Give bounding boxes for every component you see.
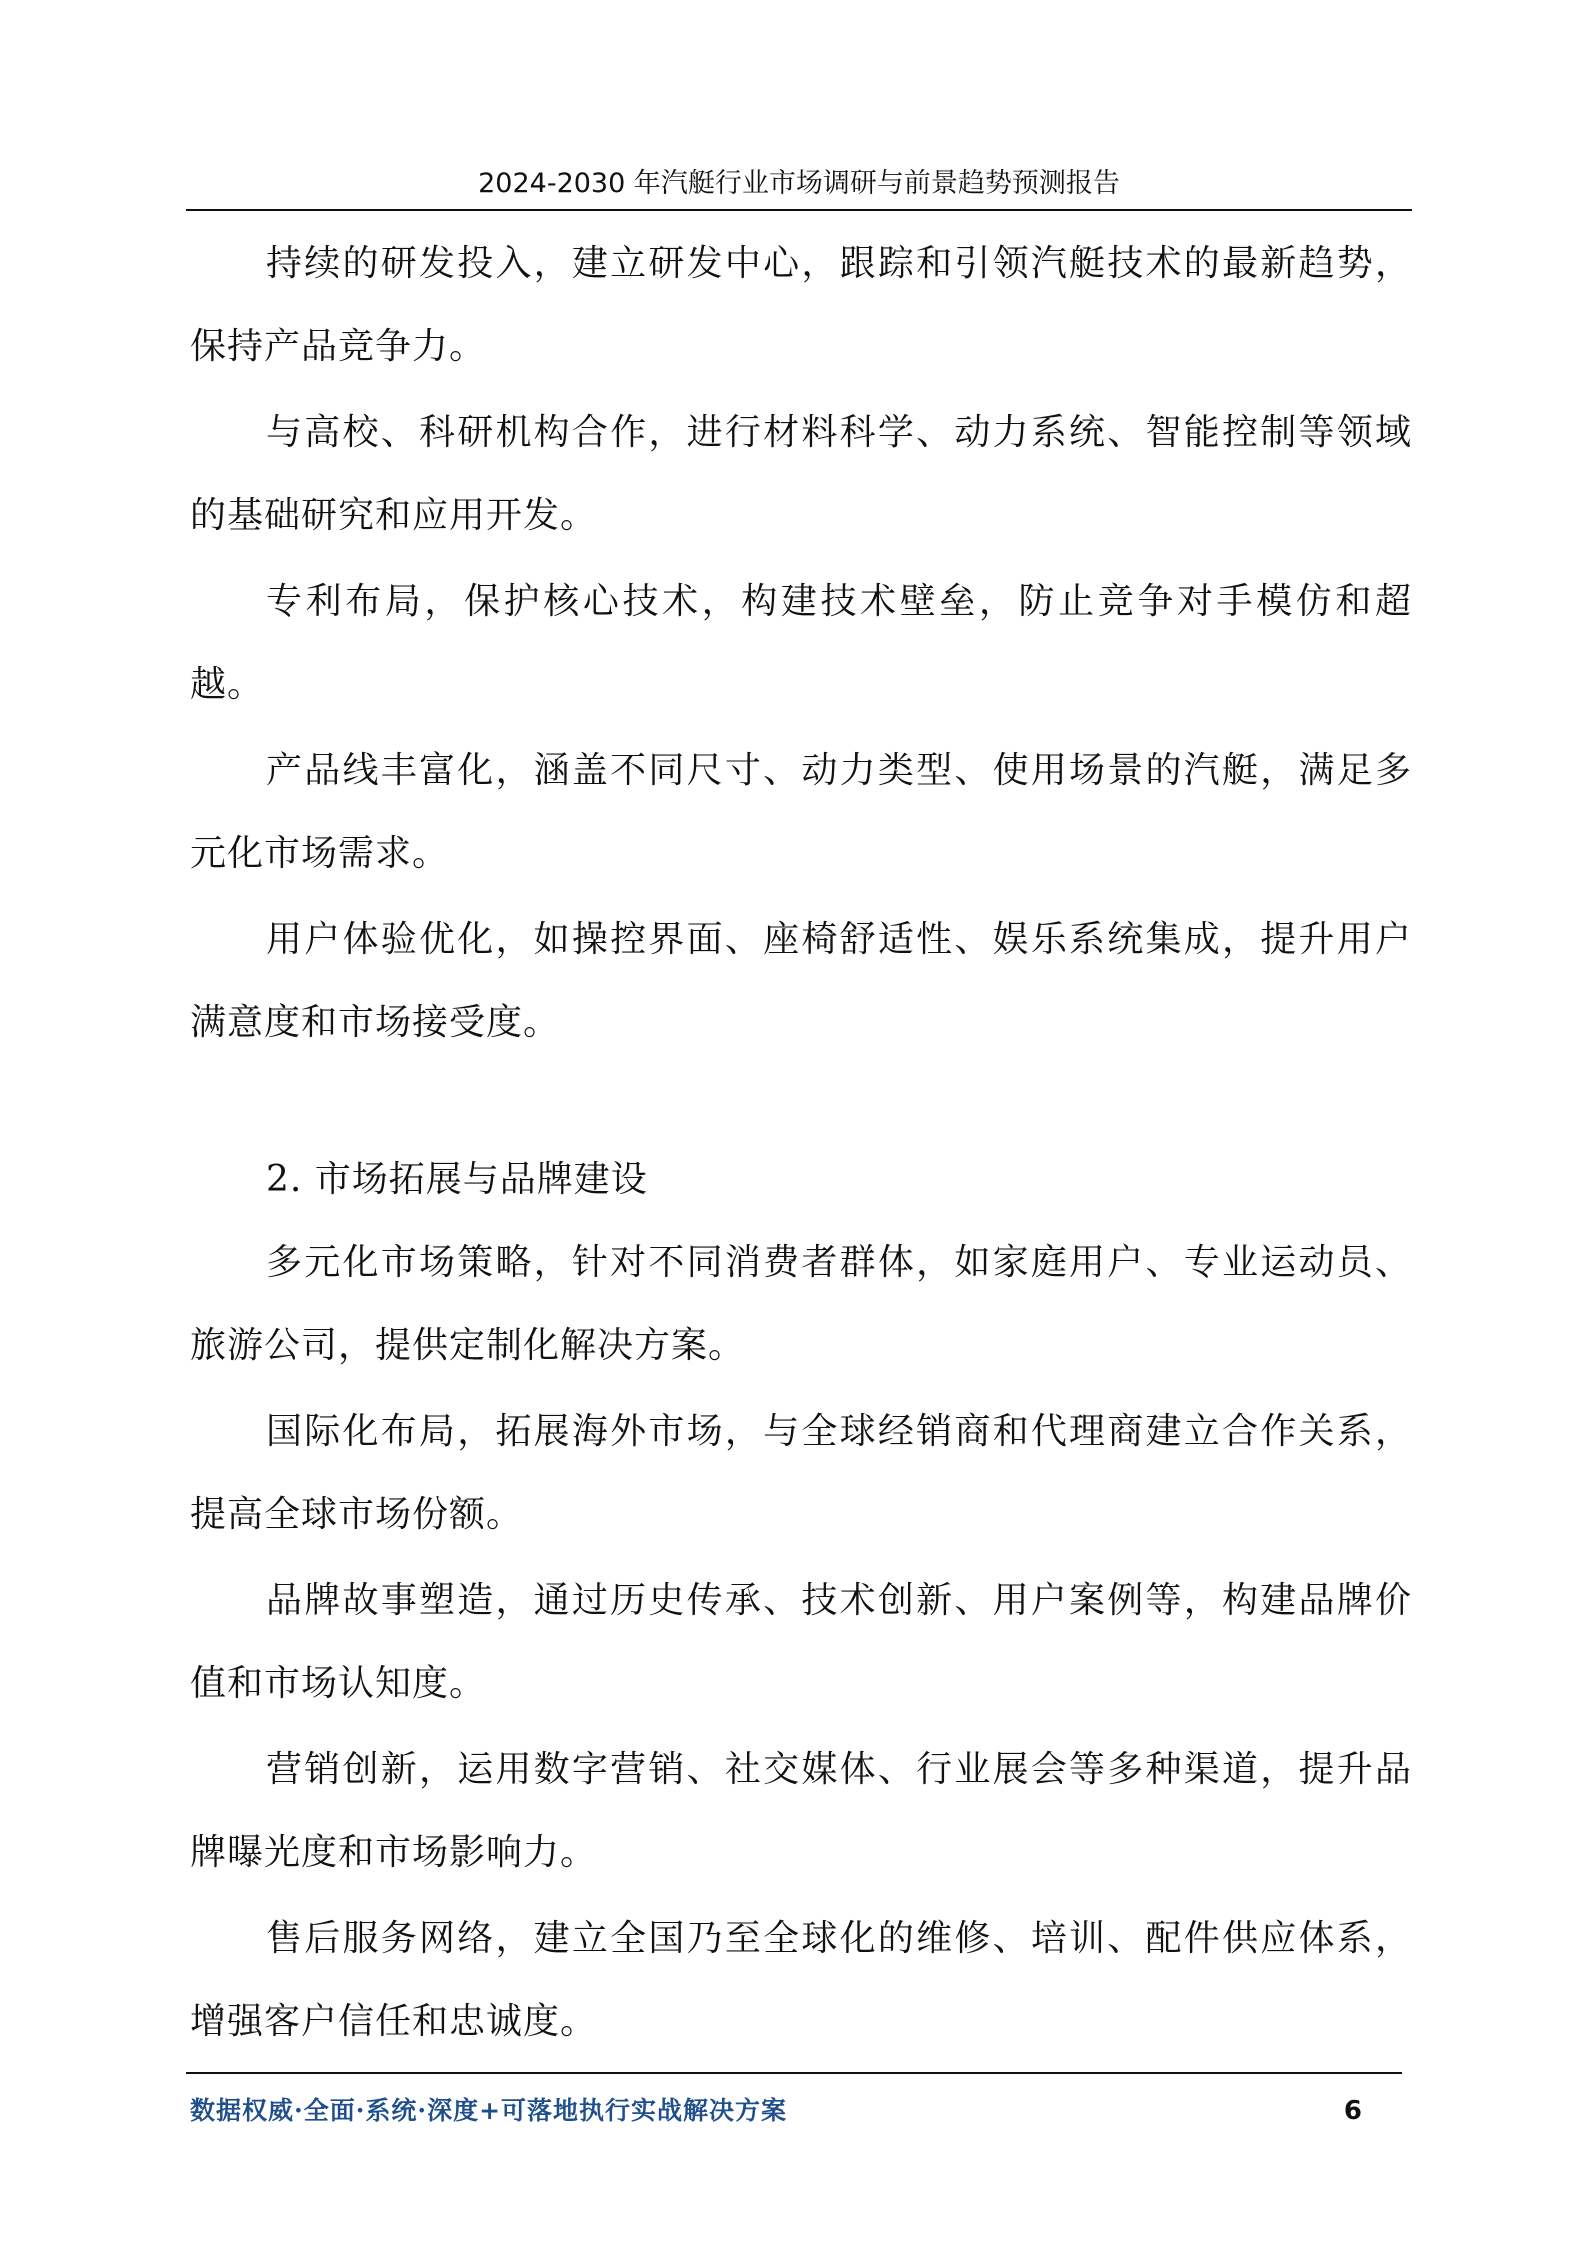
body-paragraph: 多元化市场策略，针对不同消费者群体，如家庭用户、专业运动员、旅游公司，提供定制化解决方案。 xyxy=(190,1242,1412,1366)
section-heading: 2. 市场拓展与品牌建设 xyxy=(266,1159,648,1200)
body-paragraph: 营销创新，运用数字营销、社交媒体、行业展会等多种渠道，提升品牌曝光度和市场影响力。 xyxy=(190,1749,1412,1873)
body-paragraph: 持续的研发投入，建立研发中心，跟踪和引领汽艇技术的最新趋势，保持产品竞争力。 xyxy=(190,243,1412,367)
footer-slogan: 数据权威·全面·系统·深度+可落地执行实战解决方案 xyxy=(190,2096,788,2125)
body-paragraph: 售后服务网络，建立全国乃至全球化的维修、培训、配件供应体系，增强客户信任和忠诚度。 xyxy=(190,1918,1412,2042)
body-paragraph: 用户体验优化，如操控界面、座椅舒适性、娱乐系统集成，提升用户满意度和市场接受度。 xyxy=(190,919,1412,1043)
page-body xyxy=(190,222,1412,2066)
body-paragraph: 品牌故事塑造，通过历史传承、技术创新、用户案例等，构建品牌价值和市场认知度。 xyxy=(190,1580,1412,1704)
header-divider xyxy=(186,209,1412,211)
footer-divider xyxy=(186,2072,1402,2074)
report-header-title: 2024-2030 年汽艇行业市场调研与前景趋势预测报告 xyxy=(478,168,1120,199)
body-paragraph: 国际化布局，拓展海外市场，与全球经销商和代理商建立合作关系，提高全球市场份额。 xyxy=(190,1411,1412,1535)
body-paragraph: 专利布局，保护核心技术，构建技术壁垒，防止竞争对手模仿和超越。 xyxy=(190,581,1412,705)
page-number: 6 xyxy=(1343,2096,1362,2126)
body-paragraph: 产品线丰富化，涵盖不同尺寸、动力类型、使用场景的汽艇，满足多元化市场需求。 xyxy=(190,750,1412,874)
body-paragraph: 与高校、科研机构合作，进行材料科学、动力系统、智能控制等领域的基础研究和应用开发。 xyxy=(190,412,1412,536)
